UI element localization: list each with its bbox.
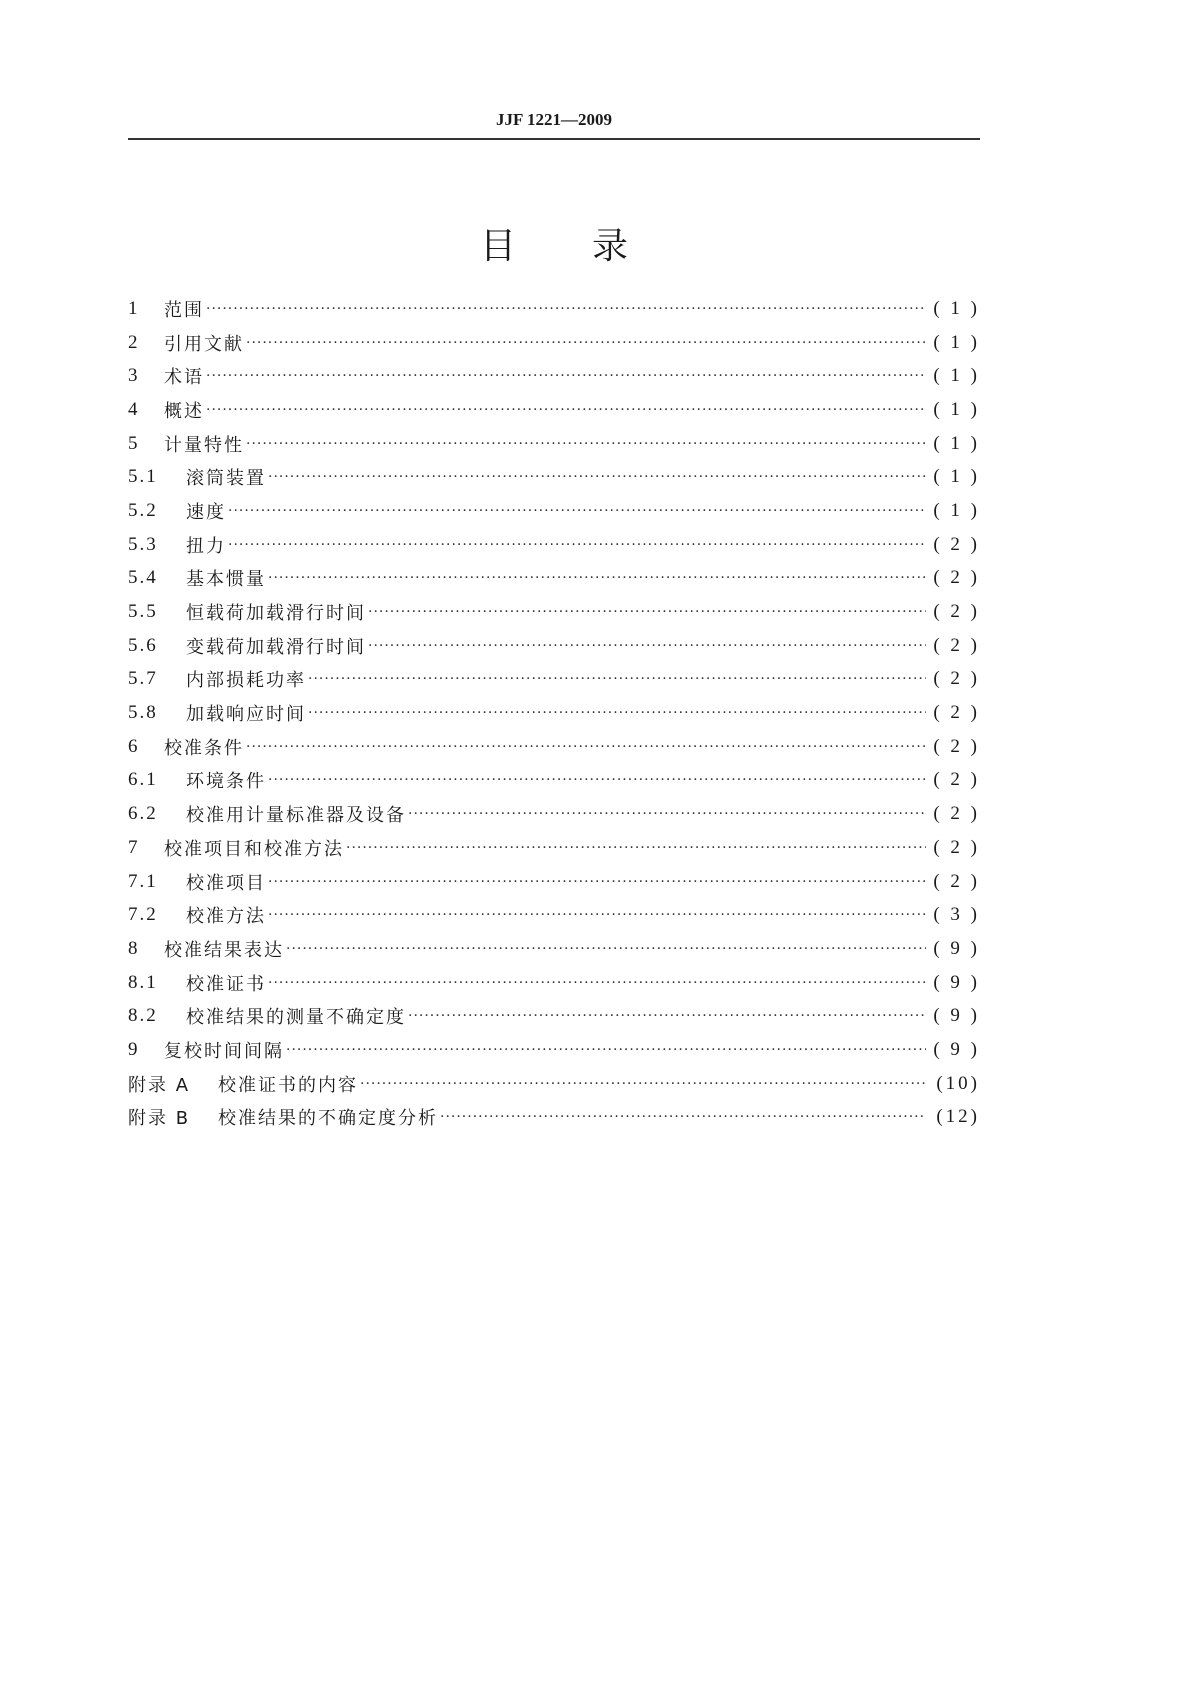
dot-leader xyxy=(246,335,926,351)
toc-entry-label: 校准结果的不确定度分析 xyxy=(218,1108,438,1130)
toc-entry-label: 校准方法 xyxy=(186,906,266,928)
dot-leader xyxy=(346,840,926,856)
toc-entry-page: ( 2 ) xyxy=(933,533,980,555)
toc-entry-label: 复校时间间隔 xyxy=(164,1040,284,1062)
toc-entry-number: 5.5 xyxy=(128,601,158,623)
toc-entry-label: 速度 xyxy=(186,501,226,523)
toc-entry-number: 附录 A xyxy=(128,1074,191,1096)
toc-entry-label: 概述 xyxy=(164,400,204,422)
toc-entry-label: 基本惯量 xyxy=(186,569,266,591)
toc-entry-page: ( 2 ) xyxy=(933,769,980,791)
toc-entry-number: 6.2 xyxy=(128,803,158,825)
toc-entry-label: 校准证书 xyxy=(186,973,266,995)
toc-entry-page: (10) xyxy=(936,1072,980,1094)
toc-entry-page: ( 2 ) xyxy=(933,702,980,724)
toc-entry-label: 计量特性 xyxy=(164,434,244,456)
toc-entry[interactable] xyxy=(128,562,980,596)
dot-leader xyxy=(228,503,926,519)
toc-entry-number: 7.1 xyxy=(128,870,158,892)
toc-entry-label: 校准项目和校准方法 xyxy=(164,838,344,860)
toc-entry-page: ( 2 ) xyxy=(933,836,980,858)
toc-entry-number: 6.1 xyxy=(128,769,158,791)
dot-leader xyxy=(206,402,926,418)
toc-entry-number: 1 xyxy=(128,297,140,319)
toc-entry[interactable] xyxy=(128,932,980,966)
toc-entry-page: ( 1 ) xyxy=(933,432,980,454)
toc-entry-number: 3 xyxy=(128,365,140,387)
toc-entry-number: 7 xyxy=(128,836,140,858)
toc-entry-number: 附录 B xyxy=(128,1108,191,1130)
toc-entry[interactable] xyxy=(128,999,980,1033)
toc-entry-page: (12) xyxy=(936,1106,980,1128)
toc-entry-label: 变载荷加载滑行时间 xyxy=(186,636,366,658)
toc-entry-page: ( 2 ) xyxy=(933,668,980,690)
toc-entry-label: 引用文献 xyxy=(164,333,244,355)
dot-leader xyxy=(228,537,926,553)
toc-entry-page: ( 9 ) xyxy=(933,971,980,993)
dot-leader xyxy=(440,1109,926,1125)
toc-entry-label: 环境条件 xyxy=(186,771,266,793)
toc-entry[interactable] xyxy=(128,1101,980,1135)
toc-entry-page: ( 1 ) xyxy=(933,297,980,319)
toc-entry-label: 内部损耗功率 xyxy=(186,670,306,692)
toc-entry-number: 7.2 xyxy=(128,904,158,926)
toc-entry[interactable] xyxy=(128,494,980,528)
dot-leader xyxy=(268,907,926,923)
toc-entry-label: 加载响应时间 xyxy=(186,704,306,726)
toc-entry-page: ( 2 ) xyxy=(933,803,980,825)
header-rule xyxy=(128,138,980,140)
toc-entry[interactable] xyxy=(128,865,980,899)
toc-entry-page: ( 2 ) xyxy=(933,567,980,589)
toc-entry[interactable] xyxy=(128,898,980,932)
toc-entry[interactable] xyxy=(128,292,980,326)
toc-entry-number: 2 xyxy=(128,331,140,353)
toc-entry-page: ( 9 ) xyxy=(933,1038,980,1060)
toc-entry-number: 5.7 xyxy=(128,668,158,690)
toc-entry-number: 5.6 xyxy=(128,634,158,656)
dot-leader xyxy=(268,975,926,991)
toc-entry[interactable] xyxy=(128,764,980,798)
dot-leader xyxy=(408,1008,926,1024)
toc-entry-page: ( 1 ) xyxy=(933,499,980,521)
toc-entry[interactable] xyxy=(128,359,980,393)
toc-entry-label: 恒载荷加载滑行时间 xyxy=(186,603,366,625)
dot-leader xyxy=(308,705,926,721)
toc-entry-number: 5 xyxy=(128,432,140,454)
dot-leader xyxy=(308,671,926,687)
toc-entry[interactable] xyxy=(128,528,980,562)
toc-entry[interactable] xyxy=(128,696,980,730)
toc-entry[interactable] xyxy=(128,1033,980,1067)
toc-entry-label: 校准结果的测量不确定度 xyxy=(186,1007,406,1029)
toc-entry-page: ( 1 ) xyxy=(933,331,980,353)
toc-entry-number: 5.2 xyxy=(128,499,158,521)
toc-entry-page: ( 1 ) xyxy=(933,466,980,488)
dot-leader xyxy=(408,806,926,822)
dot-leader xyxy=(246,436,926,452)
toc-entry-page: ( 2 ) xyxy=(933,870,980,892)
toc-entry-number: 8 xyxy=(128,937,140,959)
toc-entry-number: 5.3 xyxy=(128,533,158,555)
dot-leader xyxy=(268,772,926,788)
toc-entry[interactable] xyxy=(128,595,980,629)
toc-entry-number: 6 xyxy=(128,735,140,757)
toc-entry-number: 5.1 xyxy=(128,466,158,488)
dot-leader xyxy=(268,469,926,485)
dot-leader xyxy=(286,941,926,957)
toc-entry[interactable] xyxy=(128,730,980,764)
dot-leader xyxy=(368,638,926,654)
toc-entry-page: ( 9 ) xyxy=(933,1005,980,1027)
dot-leader xyxy=(368,604,926,620)
table-of-contents xyxy=(128,292,980,1134)
toc-entry-page: ( 2 ) xyxy=(933,735,980,757)
toc-entry[interactable] xyxy=(128,831,980,865)
toc-entry[interactable] xyxy=(128,326,980,360)
toc-entry-page: ( 3 ) xyxy=(933,904,980,926)
toc-entry-page: ( 2 ) xyxy=(933,634,980,656)
toc-entry-label: 扭力 xyxy=(186,535,226,557)
dot-leader xyxy=(268,874,926,890)
toc-entry-page: ( 2 ) xyxy=(933,601,980,623)
toc-entry-number: 9 xyxy=(128,1038,140,1060)
dot-leader xyxy=(246,739,926,755)
toc-entry[interactable] xyxy=(128,1067,980,1101)
dot-leader xyxy=(206,301,926,317)
toc-entry-page: ( 1 ) xyxy=(933,398,980,420)
toc-entry[interactable] xyxy=(128,393,980,427)
document-code-header: JJF 1221—2009 xyxy=(495,110,612,129)
toc-entry[interactable] xyxy=(128,663,980,697)
toc-entry-page: ( 9 ) xyxy=(933,937,980,959)
toc-entry[interactable] xyxy=(128,629,980,663)
toc-entry-label: 术语 xyxy=(164,367,204,389)
toc-entry-label: 校准结果表达 xyxy=(164,939,284,961)
toc-entry-label: 校准用计量标准器及设备 xyxy=(186,805,406,827)
toc-entry[interactable] xyxy=(128,966,980,1000)
toc-entry-label: 滚筒装置 xyxy=(186,468,266,490)
toc-entry-label: 校准项目 xyxy=(186,872,266,894)
toc-entry-number: 5.4 xyxy=(128,567,158,589)
dot-leader xyxy=(360,1076,926,1092)
toc-entry-label: 校准证书的内容 xyxy=(218,1074,358,1096)
page-title: 目录 xyxy=(479,226,704,267)
dot-leader xyxy=(206,368,926,384)
toc-entry[interactable] xyxy=(128,797,980,831)
toc-entry-number: 5.8 xyxy=(128,702,158,724)
toc-entry-label: 校准条件 xyxy=(164,737,244,759)
toc-entry-number: 8.1 xyxy=(128,971,158,993)
dot-leader xyxy=(286,1042,926,1058)
toc-entry-label: 范围 xyxy=(164,299,204,321)
toc-entry-page: ( 1 ) xyxy=(933,365,980,387)
dot-leader xyxy=(268,570,926,586)
toc-entry[interactable] xyxy=(128,460,980,494)
toc-entry-number: 8.2 xyxy=(128,1005,158,1027)
toc-entry-number: 4 xyxy=(128,398,140,420)
toc-entry[interactable] xyxy=(128,427,980,461)
